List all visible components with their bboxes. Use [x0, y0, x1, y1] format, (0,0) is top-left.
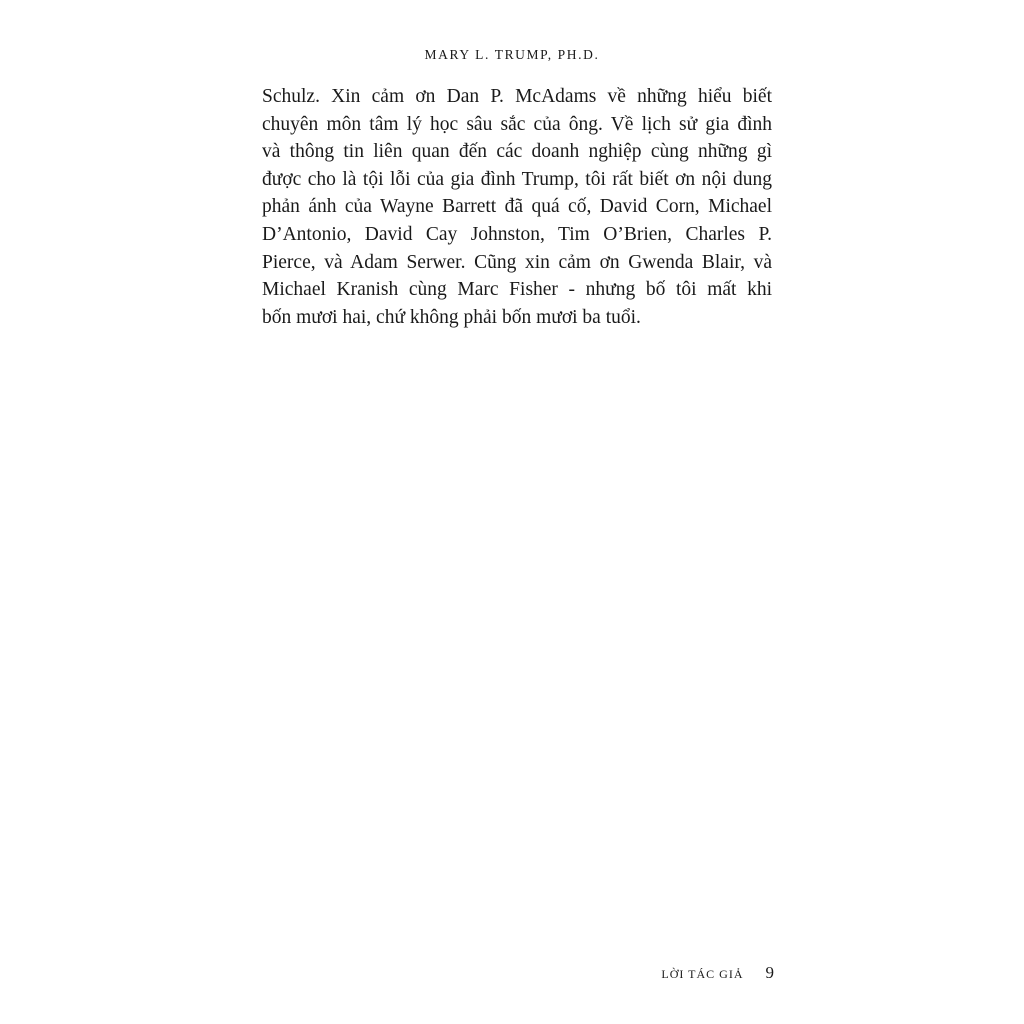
running-header: MARY L. TRUMP, PH.D. [424, 47, 600, 62]
text-line: Pierce, và Adam Serwer. Cũng xin cảm ơn Gwenda Blair, và [262, 251, 772, 273]
text-line: bốn mươi hai, chứ không phải bốn mươi ba tuổi. [262, 306, 641, 328]
text-line: chuyên môn tâm lý học sâu sắc của ông. Về lịch sử gia đình [262, 113, 772, 135]
text-line: Michael Kranish cùng Marc Fisher - nhưng bố tôi mất khi [262, 279, 772, 301]
text-line: Schulz. Xin cảm ơn Dan P. McAdams về những hiểu biết [262, 86, 772, 107]
text-line: D’Antonio, David Cay Johnston, Tim O’Brien, Charles P. [262, 223, 772, 245]
page-number: 9 [765, 963, 774, 982]
section-title: LỜI TÁC GIẢ [661, 967, 744, 981]
text-line: và thông tin liên quan đến các doanh nghiệp cùng những gì [262, 141, 772, 163]
text-line: được cho là tội lỗi của gia đình Trump, tôi rất biết ơn nội dung [262, 168, 772, 190]
text-line: phản ánh của Wayne Barrett đã quá cố, David Corn, Michael [262, 196, 772, 218]
running-footer [661, 963, 774, 983]
body-paragraph [262, 83, 772, 331]
